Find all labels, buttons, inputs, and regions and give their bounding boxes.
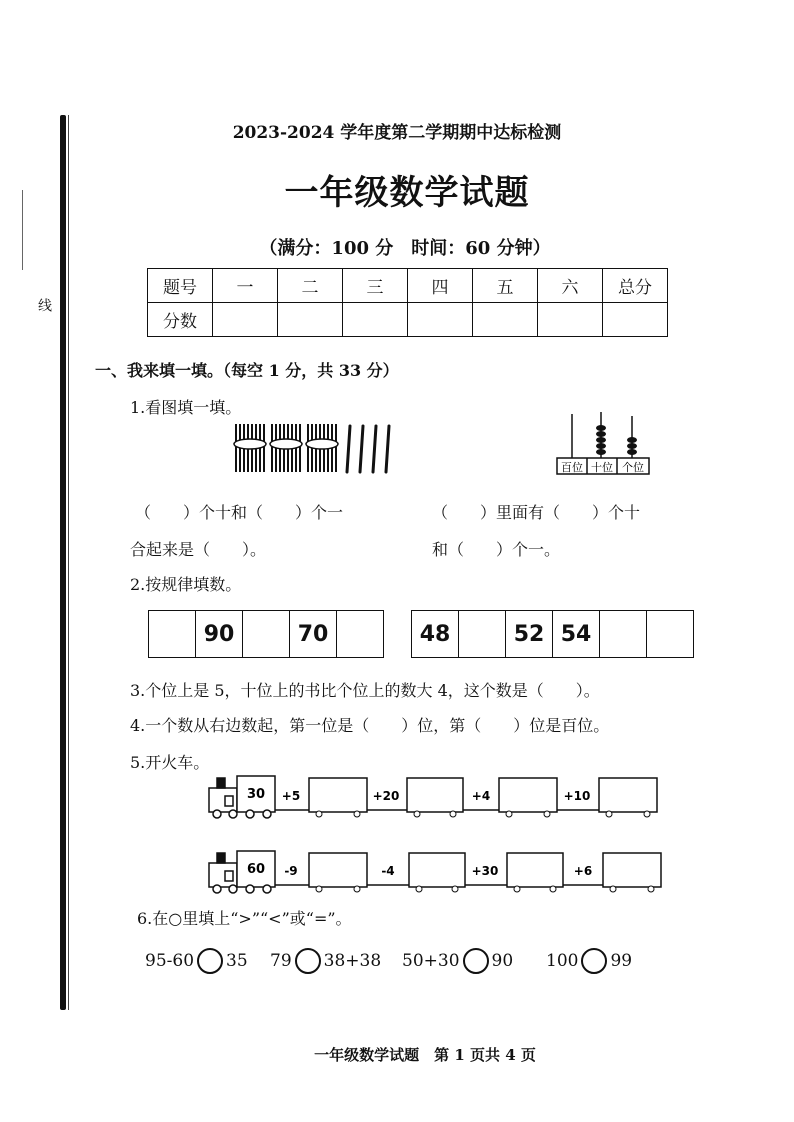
compare-left: 95-60 [145, 951, 195, 971]
train-engine-icon [209, 776, 275, 818]
section-heading: 一、我来填一填。（每空 1 分，共 33 分） [95, 361, 399, 380]
sequence-cell[interactable] [243, 611, 290, 657]
score-cell: 一 [213, 269, 278, 303]
q5-title: 5.开火车。 [130, 753, 210, 772]
train-op: +20 [372, 789, 400, 803]
page-footer: 一年级数学试题 第 1 页共 4 页 [314, 1046, 536, 1064]
train-car-blank[interactable] [499, 778, 557, 812]
sequence-cell: 54 [553, 611, 600, 657]
score-input-cell[interactable] [473, 303, 538, 337]
compare-right: 38+38 [323, 951, 382, 971]
compare-right: 90 [491, 951, 514, 971]
compare-circle[interactable] [197, 948, 223, 974]
q1-title: 1.看图填一填。 [130, 398, 242, 417]
score-cell: 五 [473, 269, 538, 303]
train-car-blank[interactable] [507, 853, 563, 887]
train-car-blank[interactable] [309, 853, 367, 887]
compare-item [145, 948, 248, 974]
abacus-label-hundreds: 百位 [561, 461, 583, 474]
train-start-number: 60 [246, 862, 266, 877]
score-cell: 分数 [148, 303, 213, 337]
compare-left: 79 [270, 951, 292, 971]
binding-char: 线 [36, 298, 52, 312]
train-2 [205, 845, 665, 895]
compare-left: 50+30 [402, 951, 460, 971]
q2-title: 2.按规律填数。 [130, 575, 242, 594]
score-input-cell[interactable] [408, 303, 473, 337]
score-input-cell[interactable] [603, 303, 668, 337]
compare-item [546, 948, 632, 974]
train-car-blank[interactable] [603, 853, 661, 887]
train-op: +10 [563, 789, 591, 803]
train-op: +5 [281, 789, 301, 803]
abacus-label-tens: 十位 [591, 461, 613, 474]
score-cell: 六 [538, 269, 603, 303]
score-input-cell[interactable] [538, 303, 603, 337]
q1-right-line1: （ ）里面有（ ）个十 [432, 503, 641, 522]
score-cell: 总分 [603, 269, 668, 303]
score-cell: 四 [408, 269, 473, 303]
sequence-cell[interactable] [337, 611, 383, 657]
train-op: +30 [471, 864, 499, 878]
train-op: -4 [381, 864, 395, 878]
train-op: -9 [284, 864, 298, 878]
train-car-blank[interactable] [599, 778, 657, 812]
sequence-cell[interactable] [600, 611, 647, 657]
train-car-blank[interactable] [407, 778, 463, 812]
q4-text: 4.一个数从右边数起，第一位是（ ）位，第（ ）位是百位。 [130, 716, 610, 735]
score-table-score-row [148, 303, 668, 337]
q1-left-line1: （ ）个十和（ ）个一 [135, 503, 344, 522]
sequence-cell: 52 [506, 611, 553, 657]
train-start-number: 30 [246, 787, 266, 802]
train-car-blank[interactable] [309, 778, 367, 812]
compare-circle[interactable] [463, 948, 489, 974]
compare-circle[interactable] [581, 948, 607, 974]
compare-circle[interactable] [295, 948, 321, 974]
score-input-cell[interactable] [213, 303, 278, 337]
score-table [147, 268, 668, 337]
train-engine-icon [209, 851, 275, 893]
sequence-cell: 90 [196, 611, 243, 657]
sequence-row-1 [148, 610, 384, 658]
score-cell: 二 [278, 269, 343, 303]
exam-title: 一年级数学试题 [284, 173, 530, 213]
score-table-header-row [148, 269, 668, 303]
exam-subtitle: 2023-2024 学年度第二学期期中达标检测 [232, 123, 562, 143]
abacus-label-ones: 个位 [622, 461, 644, 474]
train-op: +4 [471, 789, 491, 803]
exam-info: （满分：100 分 时间：60 分钟） [259, 238, 551, 259]
sequence-cell: 48 [412, 611, 459, 657]
compare-right: 35 [226, 951, 248, 971]
sequence-cell: 70 [290, 611, 337, 657]
sequence-cell[interactable] [149, 611, 196, 657]
train-op: +6 [573, 864, 593, 878]
compare-right: 99 [610, 951, 633, 971]
sequence-cell[interactable] [647, 611, 693, 657]
score-input-cell[interactable] [278, 303, 343, 337]
score-cell: 题号 [148, 269, 213, 303]
q1-right-line2: 和（ ）个一。 [432, 540, 561, 559]
abacus-illustration [555, 408, 655, 476]
score-cell: 三 [343, 269, 408, 303]
sequence-cell[interactable] [459, 611, 506, 657]
score-input-cell[interactable] [343, 303, 408, 337]
stick-bundles-illustration [230, 420, 410, 476]
train-car-blank[interactable] [409, 853, 465, 887]
compare-left: 100 [546, 951, 579, 971]
q1-left-line2: 合起来是（ ）。 [130, 540, 267, 559]
train-1 [205, 770, 665, 820]
q3-text: 3.个位上是 5，十位上的书比个位上的数大 4，这个数是（ ）。 [130, 681, 600, 700]
compare-item [402, 948, 513, 974]
q6-title: 6.在○里填上“>”“<”或“=”。 [137, 909, 352, 928]
compare-item [270, 948, 381, 974]
sequence-row-2 [411, 610, 694, 658]
